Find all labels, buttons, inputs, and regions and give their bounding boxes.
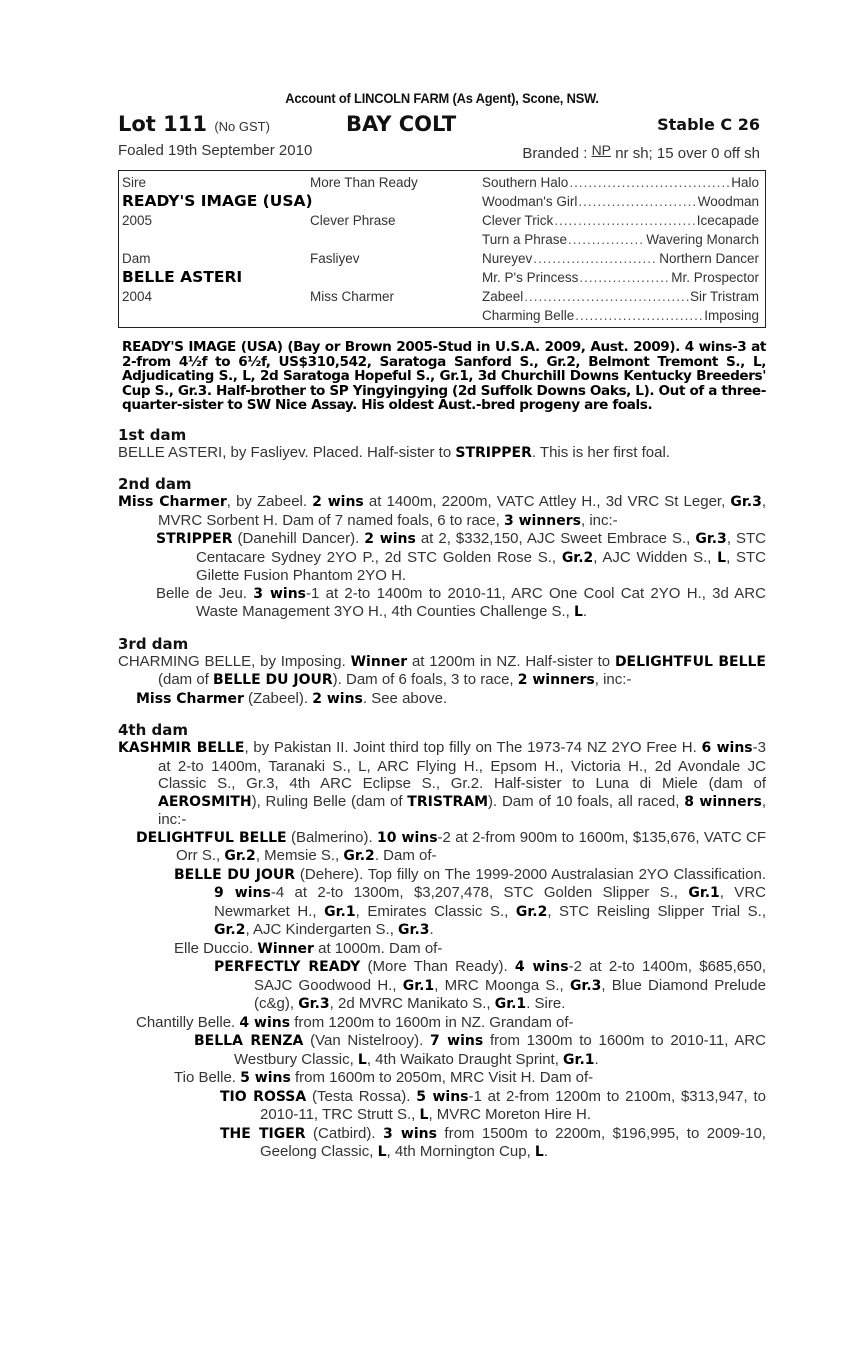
section-title: 1st dam (118, 425, 187, 444)
dam-name: BELLE ASTERI (122, 268, 243, 286)
dam-year: 2004 (122, 289, 153, 304)
ancestor-row (482, 194, 759, 209)
ancestor-sire: Wavering Monarch (646, 232, 759, 247)
leader-dots (578, 194, 696, 209)
emphasis-text: DELIGHTFUL BELLE (136, 829, 287, 846)
brand-mark: NP (591, 142, 612, 158)
body-text: , STC Centacare Sydney 2YO P., 2d STC Golden Rose S., (196, 530, 767, 566)
pedigree-table (118, 170, 766, 328)
catalogue-page (118, 88, 766, 1162)
body-text: . This is her first foal. (531, 443, 670, 461)
ancestor-name: Woodman's Girl (482, 194, 578, 209)
emphasis-text: Gr.1 (402, 977, 435, 994)
foaled-date: Foaled 19th September 2010 (118, 142, 313, 159)
body-text: at 1000m. Dam of- (313, 939, 443, 957)
body-text: at 2, $332,150, AJC Sweet Embrace S., (415, 530, 696, 547)
body-text: , inc:- (158, 792, 767, 828)
ancestor-sire: Halo (731, 175, 759, 190)
ancestor-row (482, 175, 759, 190)
family-entry (118, 1014, 766, 1033)
ancestor-name: Charming Belle (482, 308, 575, 323)
gst-note: (No GST) (214, 119, 270, 134)
dam-label: Dam (122, 251, 151, 266)
body-text: , Memsie S., (255, 847, 344, 864)
section-4th-dam (118, 722, 766, 1162)
emphasis-text: Gr.2 (561, 549, 594, 566)
emphasis-text: Gr.2 (343, 848, 375, 864)
ancestor-sire: Imposing (704, 308, 759, 323)
emphasis-text: 6 wins (701, 740, 753, 756)
body-text: , STC Gilette Fusion Phantom 2YO H. (196, 548, 766, 584)
lot-line (118, 112, 766, 138)
body-text: (Catbird). (305, 1124, 384, 1142)
sire-name: READY'S IMAGE (USA) (122, 192, 313, 210)
emphasis-text: BELLA RENZA (194, 1033, 304, 1049)
ancestor-row (482, 289, 759, 304)
emphasis-text: 9 wins (214, 885, 271, 901)
section-2nd-dam (118, 476, 766, 622)
leader-dots (533, 251, 658, 266)
body-text: . Sire. (526, 995, 566, 1012)
body-text: (Danehill Dancer). (232, 530, 365, 547)
leader-dots (579, 270, 670, 285)
emphasis-text: KASHMIR BELLE (118, 740, 245, 756)
emphasis-text: Miss Charmer (118, 494, 227, 510)
ancestor-name: Nureyev (482, 251, 533, 266)
emphasis-text: BELLE DU JOUR (213, 672, 333, 688)
ancestor-row (482, 232, 759, 247)
body-text: (dam of (158, 671, 214, 688)
body-text: , AJC Widden S., (593, 548, 718, 566)
leader-dots (524, 289, 689, 304)
family-entry (118, 1069, 766, 1088)
body-text: (Dehere). Top filly on The 1999-2000 Australasian 2YO Classification. (295, 865, 766, 883)
emphasis-text: L (717, 549, 727, 566)
body-text: , VRC Newmarket H., (214, 884, 766, 920)
body-text: from 1500m to 2200m, $196,995, to 2009-10, Geelong Classic, (260, 1124, 766, 1160)
body-text: (More Than Ready). (360, 958, 515, 975)
emphasis-text: TIO ROSSA (220, 1088, 307, 1105)
body-text: ). Dam of 10 foals, all raced, (488, 792, 685, 810)
ancestor-name: Southern Halo (482, 175, 569, 190)
ancestor-name: Mr. P's Princess (482, 270, 579, 285)
dam-dam: Miss Charmer (310, 289, 395, 304)
body-text: , 4th Waikato Draught Sprint, (366, 1050, 564, 1068)
emphasis-text: STRIPPER (455, 444, 532, 461)
body-text: . (543, 1143, 548, 1160)
ancestor-name: Clever Trick (482, 213, 554, 228)
body-text: -2 at 2-to 1400m, $685,650, SAJC Goodwood H., (254, 958, 766, 994)
section-title: 3rd dam (118, 634, 189, 653)
emphasis-text: Winner (350, 653, 408, 670)
emphasis-text: L (377, 1144, 387, 1160)
body-text: , STC Reisling Slipper Trial S., (547, 902, 766, 920)
body-text: , MVRC Sorbent H. Dam of 7 named foals, 6 to race, (158, 493, 766, 529)
ancestor-row (482, 251, 759, 266)
leader-dots (554, 213, 695, 228)
family-entry (118, 739, 766, 829)
body-text: . (594, 1050, 599, 1068)
sire-sire: More Than Ready (310, 175, 418, 190)
body-text: (Testa Rossa). (306, 1087, 417, 1105)
family-entry (118, 690, 766, 709)
body-text: (Zabeel). (243, 689, 313, 707)
body-text: Chantilly Belle. (136, 1013, 240, 1031)
emphasis-text: Gr.2 (214, 922, 246, 938)
emphasis-text: DELIGHTFUL BELLE (614, 653, 766, 670)
body-text: ), Ruling Belle (dam of (251, 792, 408, 810)
body-text: , inc:- (594, 671, 632, 688)
emphasis-text: L (534, 1144, 544, 1160)
body-text: -2 at 2-from 900m to 1600m, $135,676, VATC CF Orr S., (176, 828, 766, 864)
emphasis-text: 2 wins (312, 690, 363, 707)
body-text: , MVRC Moreton Hire H. (428, 1106, 591, 1123)
emphasis-text: Gr.3 (398, 922, 430, 938)
section-3rd-dam (118, 636, 766, 709)
emphasis-text: 2 winners (517, 672, 595, 688)
ancestor-sire: Woodman (697, 194, 759, 209)
family-entry (118, 829, 766, 866)
emphasis-text: 10 wins (376, 829, 438, 846)
emphasis-text: TRISTRAM (407, 793, 489, 810)
horse-description: BAY COLT (346, 112, 457, 136)
body-text: . Dam of- (374, 847, 437, 864)
body-text: -4 at 2-to 1300m, $3,207,478, STC Golden Slipper S., (270, 884, 689, 901)
emphasis-text: 8 winners (684, 793, 762, 810)
body-text: , MRC Moonga S., (434, 976, 570, 994)
emphasis-text: BELLE DU JOUR (174, 866, 296, 883)
ancestor-name: Zabeel (482, 289, 524, 304)
body-text: , 4th Mornington Cup, (386, 1143, 535, 1160)
body-text: , by Pakistan II. Joint third top filly on The 1973-74 NZ 2YO Free H. (244, 739, 702, 756)
body-text: from 1300m to 1600m to 2010-11, ARC Westbury Classic, (234, 1032, 766, 1068)
body-text: , by Zabeel. (226, 493, 313, 510)
emphasis-text: THE TIGER (220, 1125, 306, 1142)
family-entry (118, 958, 766, 1014)
body-text: at 1200m in NZ. Half-sister to (407, 652, 615, 670)
emphasis-text: 3 wins (253, 585, 307, 602)
ancestor-sire: Sir Tristram (690, 289, 759, 304)
emphasis-text: Miss Charmer (136, 690, 244, 707)
emphasis-text: Gr.3 (695, 531, 727, 547)
emphasis-text: Gr.1 (494, 996, 527, 1012)
body-text: Tio Belle. (174, 1069, 241, 1086)
leader-dots (568, 232, 645, 247)
emphasis-text: 2 wins (364, 531, 416, 547)
family-entry (118, 444, 766, 463)
sire-year: 2005 (122, 213, 153, 228)
body-text: from 1200m to 1600m in NZ. Grandam of- (290, 1013, 574, 1031)
emphasis-text: 3 winners (503, 512, 581, 529)
ancestor-sire: Northern Dancer (659, 251, 759, 266)
emphasis-text: Gr.3 (730, 494, 762, 510)
emphasis-text: 5 wins (416, 1088, 469, 1105)
emphasis-text: L (419, 1107, 429, 1123)
family-entry (118, 866, 766, 940)
body-text: . (582, 603, 588, 620)
body-text: Elle Duccio. (174, 939, 258, 957)
body-text: at 1400m, 2200m, VATC Attley H., 3d VRC St Leger, (363, 493, 731, 510)
brand-detail: nr sh; 15 over 0 off sh (615, 145, 760, 162)
family-entry (118, 1088, 766, 1125)
body-text: (Van Nistelrooy). (303, 1032, 430, 1049)
family-entry (118, 940, 766, 959)
section-1st-dam (118, 427, 766, 463)
ancestor-row (482, 213, 759, 228)
lot-number (118, 112, 270, 136)
body-text: , 2d MVRC Manikato S., (329, 995, 495, 1012)
emphasis-text: Gr.1 (688, 885, 720, 901)
body-text: ). Dam of 6 foals, 3 to race, (332, 671, 518, 688)
emphasis-text: Gr.2 (224, 848, 256, 864)
body-text: , inc:- (581, 511, 618, 529)
family-entry (118, 1125, 766, 1162)
stable-location: Stable C 26 (657, 115, 760, 134)
body-text: -1 at 2-to 1400m to 2010-11, ARC One Cool Cat 2YO H., 3d ARC Waste Management 3YO H., 4th Counties Challenge S., (196, 584, 766, 620)
body-text: from 1600m to 2050m, MRC Visit H. Dam of- (290, 1069, 594, 1086)
family-entry (118, 585, 766, 622)
emphasis-text: 4 wins (514, 959, 569, 975)
emphasis-text: L (357, 1051, 367, 1068)
brand-info (522, 142, 760, 162)
body-text: . See above. (362, 689, 448, 707)
ancestor-sire: Mr. Prospector (671, 270, 759, 285)
body-text: BELLE ASTERI, by Fasliyev. Placed. Half-sister to (118, 443, 456, 461)
sire-dam: Clever Phrase (310, 213, 396, 228)
family-entry (118, 1032, 766, 1069)
body-text: , Emirates Classic S., (355, 902, 516, 920)
emphasis-text: AEROSMITH (158, 793, 252, 810)
emphasis-text: Gr.2 (515, 903, 548, 920)
emphasis-text: 4 wins (239, 1014, 291, 1031)
emphasis-text: L (573, 604, 583, 620)
family-entry (118, 653, 766, 690)
section-title: 4th dam (118, 721, 188, 739)
emphasis-text: Gr.3 (298, 996, 330, 1012)
family-entry (118, 493, 766, 530)
emphasis-text: Gr.1 (324, 903, 356, 920)
ancestor-row (482, 308, 759, 323)
body-text: . (429, 921, 434, 938)
family-entry (118, 530, 766, 585)
body-text: Belle de Jeu. (156, 584, 254, 602)
body-text: -1 at 2-from 1200m to 2100m, $313,947, to 2010-11, TRC Strutt S., (260, 1087, 766, 1123)
body-text: (Balmerino). (286, 828, 377, 846)
ancestor-sire: Icecapade (696, 213, 759, 228)
section-title: 2nd dam (118, 475, 192, 493)
body-text: , Blue Diamond Prelude (c&g), (254, 976, 766, 1012)
body-text: CHARMING BELLE, by Imposing. (118, 652, 351, 670)
emphasis-text: Gr.1 (563, 1051, 595, 1068)
branded-label: Branded : (522, 145, 588, 162)
vendor-account: Account of LINCOLN FARM (As Agent), Scone, NSW. (285, 90, 599, 106)
ancestor-row (482, 270, 759, 285)
emphasis-text: 5 wins (240, 1070, 291, 1086)
sire-summary: READY'S IMAGE (USA) (Bay or Brown 2005-Stud in U.S.A. 2009, Aust. 2009). 4 wins-3 at 2-from 4½f to 6½f, US$310,542, Saratoga Sanford S., Gr.2, Belmont Tremont S., L, Adjudicating S., L, 2d Saratoga Hopeful S., Gr.1, 3d Churchill Downs Kentucky Breeders' Cup S., Gr.3. Half-brother to SP Yingyingying (2d Suffolk Downs Oaks, L). Out of a three-quarter-sister to SW Nice Assay. His oldest Aust.-bred progeny are foals. (122, 339, 766, 413)
dam-sire: Fasliyev (310, 251, 360, 266)
leader-dots (575, 308, 703, 323)
leader-dots (569, 175, 730, 190)
body-text: -3 at 2-to 1400m, Taranaki S., L, ARC Flying H., Epsom H., Victoria H., 2d Avondale JC Classic S., Gr.3, 4th ARC Eclipse S., Gr.2. Half-sister to Luna di Miele (dam of (158, 739, 766, 792)
emphasis-text: PERFECTLY READY (214, 959, 361, 975)
emphasis-text: Gr.3 (569, 977, 602, 994)
emphasis-text: Winner (257, 940, 314, 957)
emphasis-text: STRIPPER (156, 531, 233, 547)
sire-label: Sire (122, 175, 147, 190)
ancestor-name: Turn a Phrase (482, 232, 568, 247)
lot-label: Lot 111 (118, 112, 207, 136)
emphasis-text: 7 wins (430, 1033, 484, 1049)
body-text: , AJC Kindergarten S., (245, 921, 399, 938)
emphasis-text: 2 wins (312, 494, 364, 510)
foaled-line (118, 140, 766, 162)
emphasis-text: 3 wins (383, 1125, 437, 1142)
